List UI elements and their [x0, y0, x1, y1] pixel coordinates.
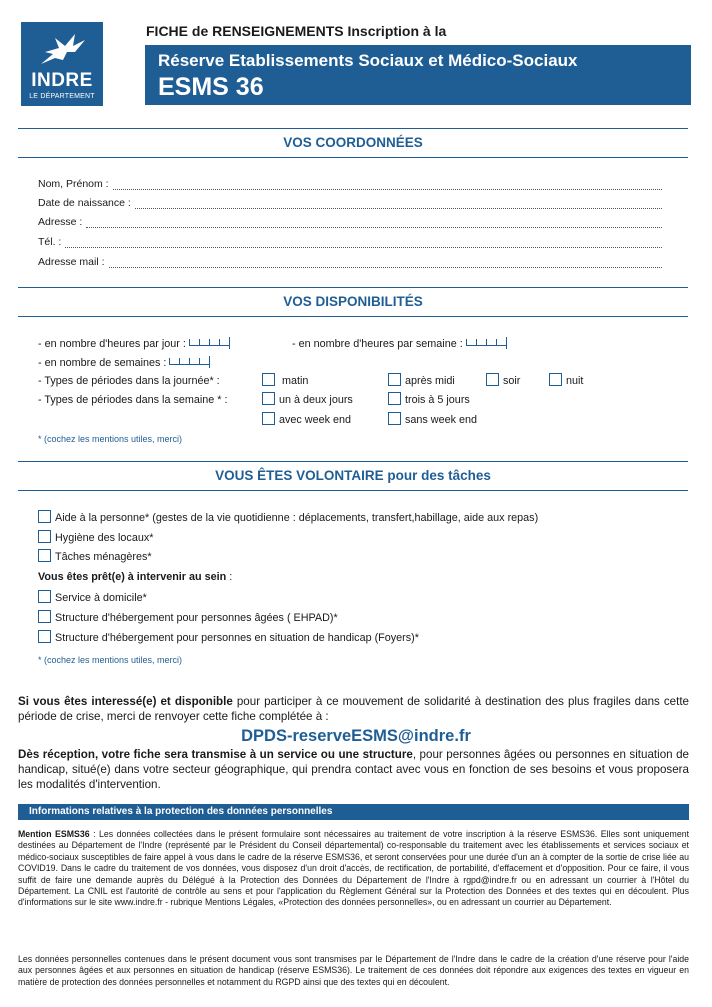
banner-subtitle: Réserve Etablissements Sociaux et Médico-Sociaux	[158, 51, 578, 70]
checkbox-icon	[38, 630, 51, 643]
checkbox-icon	[38, 590, 51, 603]
option-label: soir	[503, 375, 521, 387]
section-coordonnees-title: VOS COORDONNÉES	[18, 128, 688, 158]
heures-semaine-row	[292, 337, 507, 350]
rgpd-second-paragraph: Les données personnelles contenues dans le présent document vous sont transmises par le Département de l'Indre dans le cadre de la création d'une réserve pour l'aide aux personnes âgées et aux personnes en situation de handicap (réserve ESMS36). Le traitement de ces données doit répondre aux exigences des textes en vigueur en matière de protection des données personnelles et notamment du RGPD ainsi que des textes qui en découlent.	[18, 954, 689, 987]
checkbox-icon	[38, 510, 51, 523]
reception-text: , pour personnes âgées ou personnes en situation de handicap, situé(e) dans votre secteur géographique, qui prendra contact avec vous en fonction de ses besoins et vous proposera les modalités d'intervention.	[18, 748, 689, 791]
field-tel[interactable]	[38, 236, 662, 248]
option-label: Structure d'hébergement pour personnes âgées ( EHPAD)*	[55, 612, 338, 624]
field-label: Adresse :	[38, 216, 83, 228]
option-label: sans week end	[405, 414, 478, 426]
checkbox-icon	[486, 373, 499, 386]
title-banner	[145, 45, 691, 105]
contact-email-link[interactable]: DPDS-reserveESMS@indre.fr	[241, 727, 471, 745]
volontaire-note: * (cochez les mentions utiles, merci)	[38, 655, 183, 665]
checkbox-icon	[388, 412, 401, 425]
option-label: matin	[282, 375, 309, 387]
bird-logo-icon	[35, 30, 89, 68]
tache-menageres[interactable]	[38, 549, 152, 563]
option-avec-week-end[interactable]	[262, 412, 351, 426]
indre-logo	[21, 22, 103, 106]
option-nuit[interactable]	[549, 373, 583, 387]
logo-subtitle: LE DÉPARTEMENT	[29, 93, 95, 100]
checkbox-icon	[38, 610, 51, 623]
disponibilites-note: * (cochez les mentions utiles, merci)	[38, 434, 183, 444]
lieu-foyers-handicap[interactable]	[38, 630, 419, 644]
checkbox-icon	[549, 373, 562, 386]
checkbox-icon	[262, 412, 275, 425]
heures-jour-row	[38, 337, 230, 350]
field-date-naissance[interactable]	[38, 197, 662, 209]
heures-jour-label: - en nombre d'heures par jour :	[38, 338, 186, 350]
option-label: Service à domicile*	[55, 592, 147, 604]
checkbox-icon	[38, 530, 51, 543]
option-matin[interactable]	[262, 373, 308, 387]
option-label: nuit	[566, 375, 584, 387]
option-label: un à deux jours	[279, 394, 353, 406]
semaines-input[interactable]	[169, 356, 210, 368]
option-label: Tâches ménagères*	[55, 551, 152, 563]
semaines-row	[38, 356, 210, 369]
logo-name: INDRE	[31, 70, 93, 91]
option-label: avec week end	[279, 414, 352, 426]
intro-bold: Si vous êtes interessé(e) et disponible	[18, 695, 233, 708]
checkbox-icon	[388, 392, 401, 405]
rgpd-mention-text: : Les données collectées dans le présent formulaire sont nécessaires au traitement de votre inscription à la réserve ESMS36. Elles sont uniquement destinées au Département de l'Indre (représenté par le Président du Conseil départemental) co-responsable du traitement avec les établissements et services sociaux et médico-sociaux susceptibles de faire appel à vous dans le cadre de la réserve ESMS36, et seront conservées pour une durée d'un an à compter de la sortie de crise liée au COVID19. Dans le cadre du traitement de vos données, vous disposez d'un droit d'accès, de rectification, de portabilité, d'effacement et d'opposition. Pour ce faire, il vous suffit de faire une demande auprès du Délégué à la Protection des Données du Département de l'Indre à rgpd@indre.fr ou en adressant un courrier à l'Hôtel du Département. La CNIL est l'autorité de contrôle au sens et pour l'application du Règlement Général sur la Protection des Données et des textes qui en découlent. Plus d'informations sur le site www.indre.fr - rubrique Mentions Légales, «Protection des données personnelles», ou en adressant un courrier au Département.	[18, 829, 689, 908]
option-label: après midi	[405, 375, 455, 387]
field-label: Nom, Prénom :	[38, 178, 109, 190]
field-adresse-mail[interactable]	[38, 256, 662, 268]
intro-paragraph	[18, 694, 689, 724]
semaines-label: - en nombre de semaines :	[38, 357, 167, 369]
intro-text: pour participer à ce mouvement de solidarité à destination des plus fragiles dans cette période de crise, merci de renvoyer cette fiche complétée à :	[18, 695, 690, 723]
periodes-journee-label: - Types de périodes dans la journée* :	[38, 375, 220, 387]
section-disponibilites-title: VOS DISPONIBILITÉS	[18, 287, 688, 317]
field-label: Date de naissance :	[38, 197, 131, 209]
option-sans-week-end[interactable]	[388, 412, 477, 426]
reception-bold: Dès réception, votre fiche sera transmise à un service ou une structure	[18, 748, 413, 761]
tache-aide-personne[interactable]	[38, 510, 538, 524]
lieu-service-domicile[interactable]	[38, 590, 147, 604]
heures-jour-input[interactable]	[189, 337, 230, 349]
field-label: Tél. :	[38, 236, 62, 248]
checkbox-icon	[262, 392, 275, 405]
field-label: Adresse mail :	[38, 256, 105, 268]
field-nom-prenom[interactable]	[38, 178, 662, 190]
option-label: Aide à la personne* (gestes de la vie quotidienne : déplacements, transfert,habillage, aide aux repas)	[55, 512, 539, 524]
lieu-ehpad[interactable]	[38, 610, 338, 624]
checkbox-icon	[38, 549, 51, 562]
heures-semaine-label: - en nombre d'heures par semaine :	[292, 338, 463, 350]
checkbox-icon	[262, 373, 275, 386]
banner-title: ESMS 36	[158, 73, 264, 101]
option-label: trois à 5 jours	[405, 394, 470, 406]
tache-hygiene-locaux[interactable]	[38, 530, 153, 544]
field-dotted-line	[65, 239, 662, 248]
checkbox-icon	[388, 373, 401, 386]
pret-intervenir-colon: :	[226, 571, 233, 583]
field-dotted-line	[86, 219, 662, 228]
option-trois-cinq-jours[interactable]	[388, 392, 470, 406]
section-volontaire-title: VOUS ÊTES VOLONTAIRE pour des tâches	[18, 461, 688, 491]
option-un-deux-jours[interactable]	[262, 392, 353, 406]
rgpd-mention-bold: Mention ESMS36	[18, 829, 90, 839]
option-apres-midi[interactable]	[388, 373, 455, 387]
form-pretitle: FICHE de RENSEIGNEMENTS Inscription à la	[146, 23, 447, 39]
field-adresse[interactable]	[38, 216, 662, 228]
option-label: Hygiène des locaux*	[55, 532, 154, 544]
pret-intervenir-bold: Vous êtes prêt(e) à intervenir au sein	[38, 571, 227, 583]
option-soir[interactable]	[486, 373, 520, 387]
field-dotted-line	[113, 181, 662, 190]
periodes-semaine-label: - Types de périodes dans la semaine * :	[38, 394, 228, 406]
field-dotted-line	[109, 259, 662, 268]
rgpd-header-bar: Informations relatives à la protection des données personnelles	[18, 804, 689, 820]
pret-intervenir-label	[38, 571, 232, 583]
option-label: Structure d'hébergement pour personnes en situation de handicap (Foyers)*	[55, 632, 419, 644]
rgpd-mention	[18, 829, 689, 909]
heures-semaine-input[interactable]	[466, 337, 507, 349]
reception-paragraph	[18, 747, 689, 792]
field-dotted-line	[135, 200, 662, 209]
